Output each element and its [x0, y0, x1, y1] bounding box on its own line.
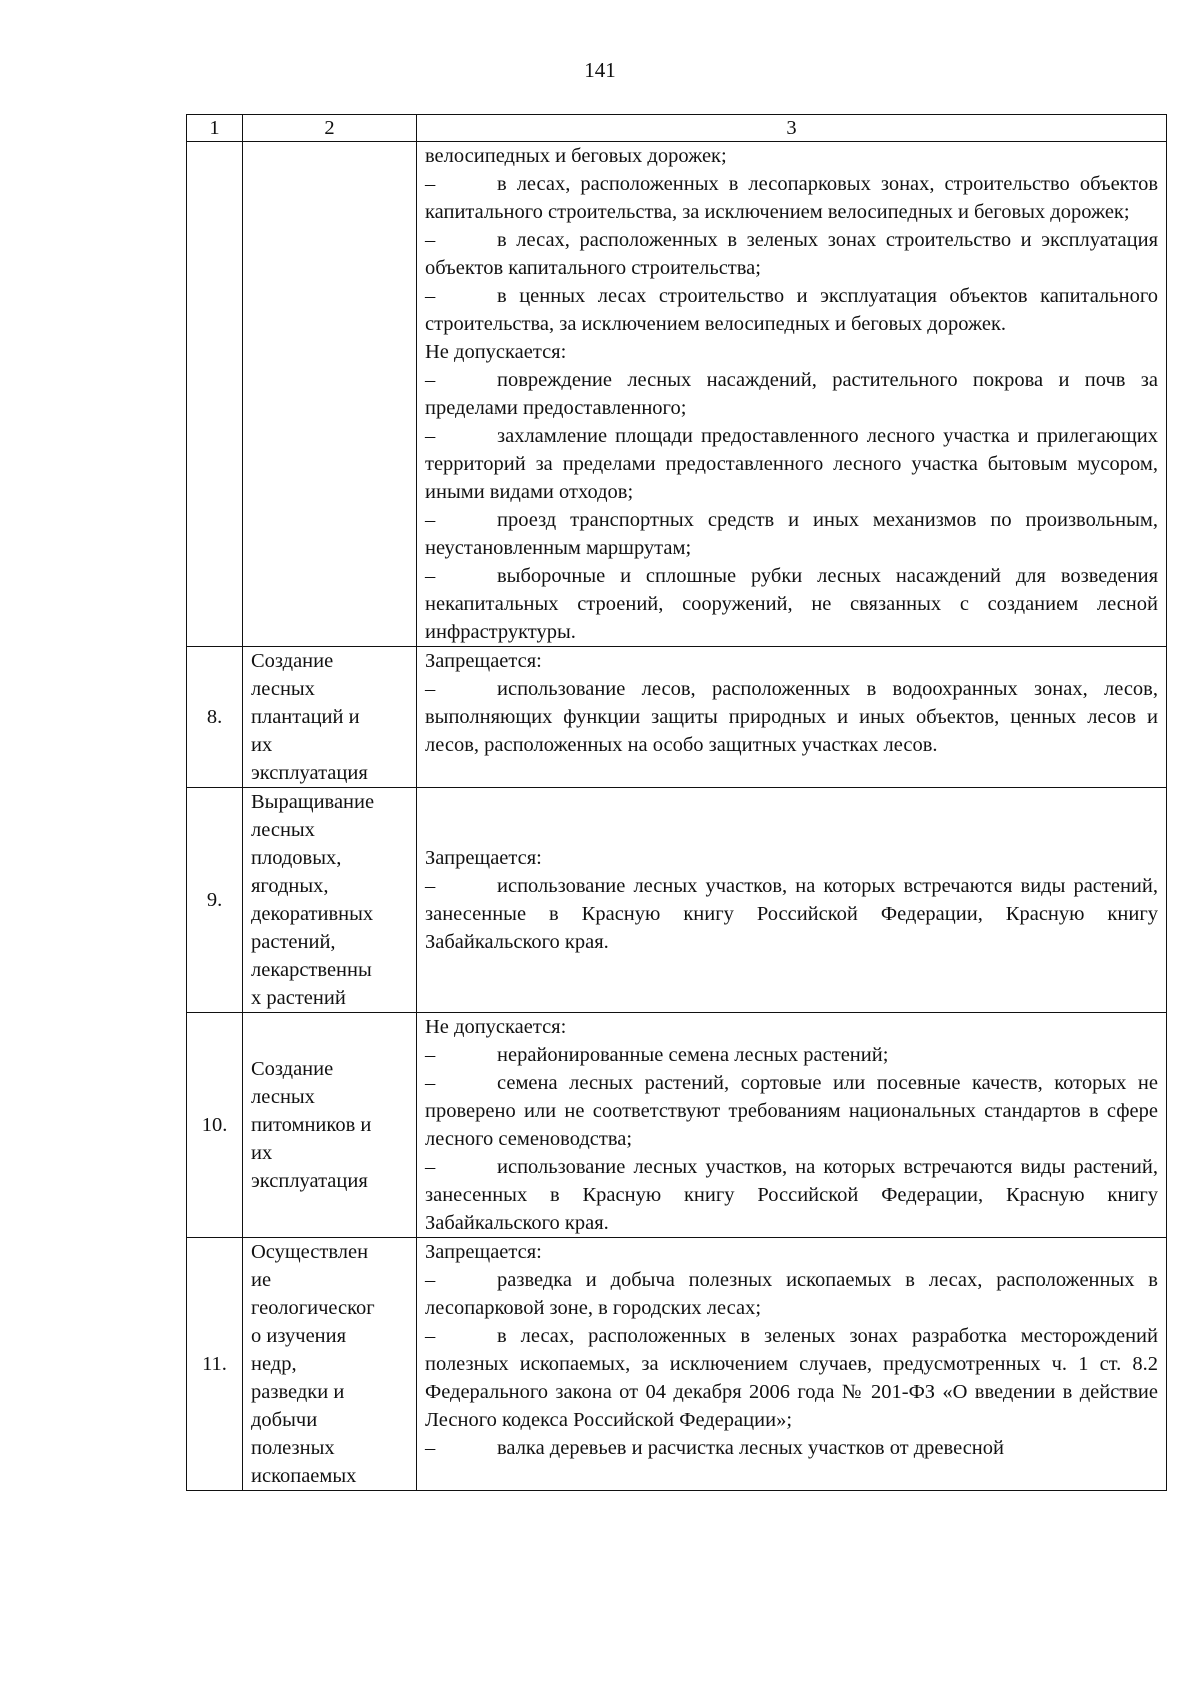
- restriction-text: разведка и добыча полезных ископаемых в лесах, расположенных в лесопарковой зоне, в городских лесах;: [425, 1269, 1158, 1319]
- restriction-text: использование лесов, расположенных в водоохранных зонах, лесов, выполняющих функции защиты природных и иных объектов, ценных лесов и лесов, расположенных на особо защитных участках лесов.: [425, 678, 1158, 756]
- header-col-3: 3: [417, 115, 1167, 142]
- activity-name-line: Осуществлен: [251, 1241, 369, 1263]
- activity-name-line: полезных: [251, 1437, 335, 1459]
- activity-name-line: разведки и: [251, 1381, 345, 1403]
- header-col-2: 2: [243, 115, 417, 142]
- row-number: 9.: [187, 788, 243, 1013]
- activity-name-line: добычи: [251, 1409, 318, 1431]
- restriction-text: захламление площади предоставленного лесного участка и прилегающих территорий за пределами предоставленного лесного участка бытовым мусором, иными видами отходов;: [425, 425, 1158, 503]
- dash-bullet: –: [425, 1325, 436, 1347]
- activity-name-line: лесных: [251, 1086, 315, 1108]
- restriction-heading: велосипедных и беговых дорожек;: [425, 145, 727, 167]
- restrictions-cell: [417, 1238, 1167, 1491]
- activity-name-line: Создание: [251, 1058, 334, 1080]
- activity-name-line: ие: [251, 1269, 272, 1291]
- activity-name-line: плантаций и: [251, 706, 360, 728]
- dash-bullet: –: [425, 565, 436, 587]
- restriction-text: семена лесных растений, сортовые или посевные качеств, которых не проверено или не соответствуют требованиям национальных стандартов в сфере лесного семеноводства;: [425, 1072, 1158, 1150]
- dash-bullet: –: [425, 1072, 436, 1094]
- activity-name-line: о изучения: [251, 1325, 347, 1347]
- restriction-item: [425, 170, 1158, 226]
- dash-bullet: –: [425, 1044, 436, 1066]
- restriction-item: [425, 506, 1158, 562]
- restriction-text: валка деревьев и расчистка лесных участков от древесной: [497, 1437, 1004, 1459]
- activity-name-line: декоративных: [251, 903, 374, 925]
- activity-name-line: их: [251, 1142, 273, 1164]
- activity-name-line: Выращивание: [251, 791, 375, 813]
- dash-bullet: –: [425, 425, 436, 447]
- restriction-text: проезд транспортных средств и иных механизмов по произвольным, неустановленным маршрутам;: [425, 509, 1158, 559]
- activity-name-line: геологическог: [251, 1297, 375, 1319]
- restriction-text: выборочные и сплошные рубки лесных насаждений для возведения некапитальных строений, сооружений, не связанных с созданием лесной инфраструктуры.: [425, 565, 1158, 643]
- row-number: 11.: [187, 1238, 243, 1491]
- restriction-item: [425, 282, 1158, 338]
- activity-name-line: питомников и: [251, 1114, 372, 1136]
- dash-bullet: –: [425, 875, 436, 897]
- restriction-heading: Не допускается:: [425, 1016, 567, 1038]
- dash-bullet: –: [425, 173, 436, 195]
- restrictions-cell: [417, 647, 1167, 788]
- restriction-item: [425, 366, 1158, 422]
- restriction-heading: Не допускается:: [425, 341, 567, 363]
- restrictions-cell: [417, 788, 1167, 1013]
- table-row: [187, 647, 1167, 788]
- activity-name: [243, 1238, 417, 1491]
- restriction-item: [425, 872, 1158, 956]
- dash-bullet: –: [425, 678, 436, 700]
- table-row: [187, 1013, 1167, 1238]
- restriction-item: [425, 562, 1158, 646]
- restriction-text: в лесах, расположенных в лесопарковых зонах, строительство объектов капитального строительства, за исключением велосипедных и беговых дорожек;: [425, 173, 1158, 223]
- restriction-heading: Запрещается:: [425, 847, 542, 869]
- row-number: [187, 142, 243, 647]
- restriction-text: использование лесных участков, на которых встречаются виды растений, занесенных в Красную книгу Российской Федерации, Красную книгу Забайкальского края.: [425, 1156, 1158, 1234]
- activity-name-line: лесных: [251, 819, 315, 841]
- restrictions-cell: [417, 142, 1167, 647]
- dash-bullet: –: [425, 285, 436, 307]
- restriction-item: [425, 422, 1158, 506]
- regulation-table: [186, 114, 1167, 1491]
- dash-bullet: –: [425, 1269, 436, 1291]
- activity-name-line: лесных: [251, 678, 315, 700]
- activity-name-line: ягодных,: [251, 875, 329, 897]
- dash-bullet: –: [425, 1437, 436, 1459]
- table-row: [187, 788, 1167, 1013]
- restriction-item: [425, 1069, 1158, 1153]
- activity-name-line: ископаемых: [251, 1465, 357, 1487]
- activity-name-line: эксплуатация: [251, 762, 368, 784]
- activity-name-line: растений,: [251, 931, 336, 953]
- restriction-text: в лесах, расположенных в зеленых зонах разработка месторождений полезных ископаемых, за исключением случаев, предусмотренных ч. 1 ст. 8.2 Федерального закона от 04 декабря 2006 года № 201-ФЗ «О введении в действие Лесного кодекса Российской Федерации»;: [425, 1325, 1158, 1431]
- header-col-1: 1: [187, 115, 243, 142]
- restriction-item: [425, 675, 1158, 759]
- activity-name-line: недр,: [251, 1353, 297, 1375]
- activity-name-line: плодовых,: [251, 847, 342, 869]
- restriction-text: повреждение лесных насаждений, растительного покрова и почв за пределами предоставленного;: [425, 369, 1158, 419]
- table-row: [187, 142, 1167, 647]
- row-number: 10.: [187, 1013, 243, 1238]
- restriction-item: [425, 1153, 1158, 1237]
- activity-name-line: эксплуатация: [251, 1170, 368, 1192]
- activity-name-line: лекарственны: [251, 959, 372, 981]
- dash-bullet: –: [425, 1156, 436, 1178]
- restriction-item: [425, 1434, 1158, 1462]
- restriction-heading: Запрещается:: [425, 1241, 542, 1263]
- activity-name-line: х растений: [251, 987, 346, 1009]
- row-number: 8.: [187, 647, 243, 788]
- restrictions-cell: [417, 1013, 1167, 1238]
- activity-name: [243, 1013, 417, 1238]
- activity-name-line: их: [251, 734, 273, 756]
- restriction-text: использование лесных участков, на которых встречаются виды растений, занесенные в Красную книгу Российской Федерации, Красную книгу Забайкальского края.: [425, 875, 1158, 953]
- restriction-text: нерайонированные семена лесных растений;: [497, 1044, 889, 1066]
- activity-name: [243, 142, 417, 647]
- dash-bullet: –: [425, 369, 436, 391]
- table-row: [187, 1238, 1167, 1491]
- dash-bullet: –: [425, 229, 436, 251]
- dash-bullet: –: [425, 509, 436, 531]
- restriction-text: в ценных лесах строительство и эксплуатация объектов капитального строительства, за исключением велосипедных и беговых дорожек.: [425, 285, 1158, 335]
- restriction-item: [425, 1266, 1158, 1322]
- activity-name: [243, 788, 417, 1013]
- table-body: [187, 142, 1167, 1491]
- page-number: 141: [584, 58, 616, 82]
- restriction-item: [425, 226, 1158, 282]
- table-header-row: [187, 115, 1167, 142]
- activity-name: [243, 647, 417, 788]
- restriction-item: [425, 1322, 1158, 1434]
- restriction-item: [425, 1041, 1158, 1069]
- activity-name-line: Создание: [251, 650, 334, 672]
- restriction-heading: Запрещается:: [425, 650, 542, 672]
- restriction-text: в лесах, расположенных в зеленых зонах строительство и эксплуатация объектов капитального строительства;: [425, 229, 1158, 279]
